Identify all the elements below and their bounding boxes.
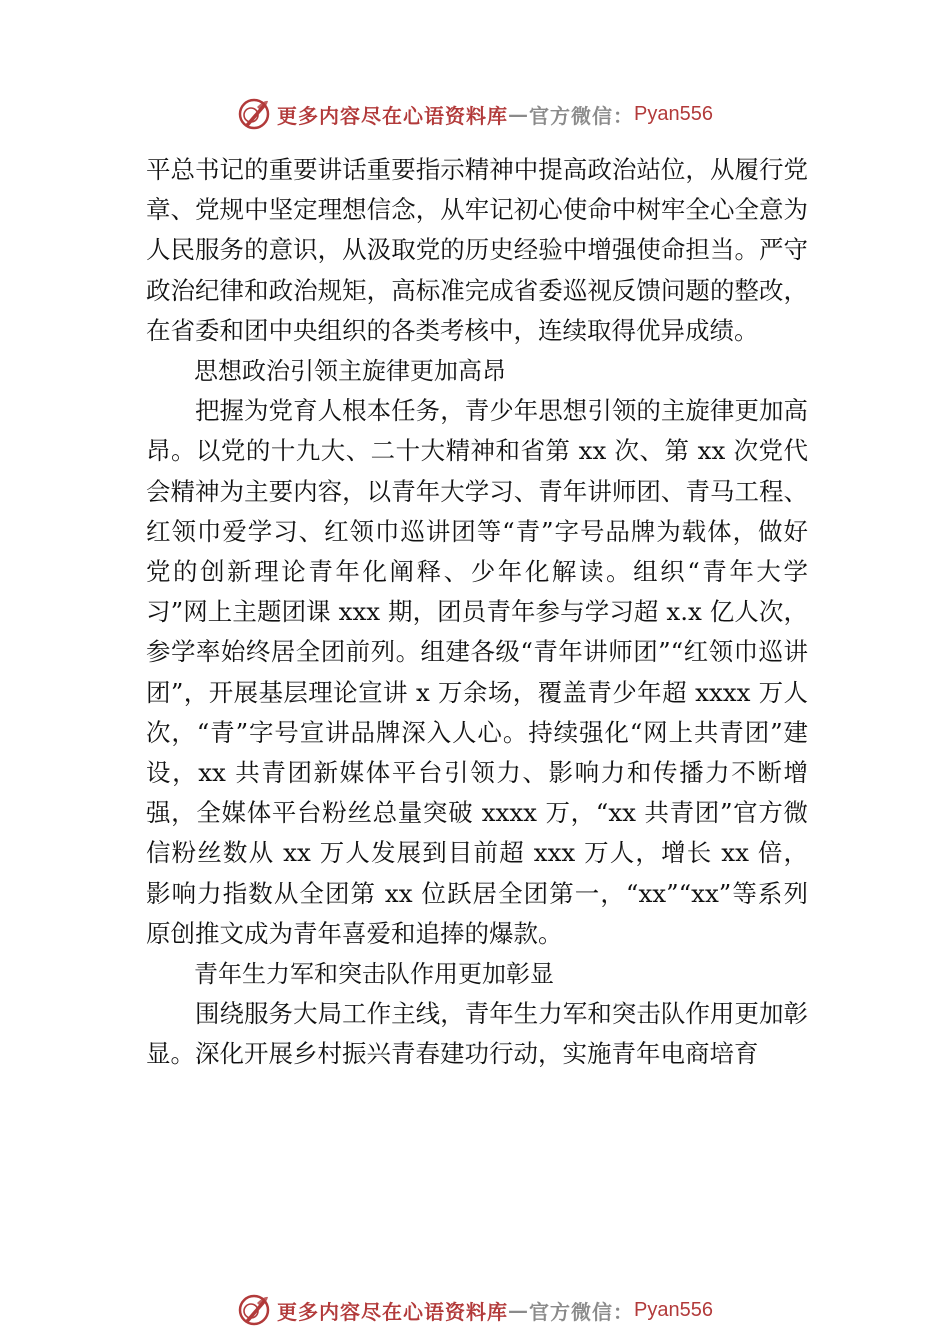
body-paragraph: 把握为党育人根本任务，青少年思想引领的主旋律更加高昂。以党的十九大、二十大精神和省第 xx 次、第 xx 次党代会精神为主要内容，以青年大学习、青年讲师团、青马工程、红领巾爱学习、红领巾巡讲团等“青”字号品牌为载体，做好党的创新理论青年化阐释、少年化解读。组织“青年大学习”网上主题团课 xxx 期，团员青年参与学习超 x.x 亿人次，参学率始终居全团前列。组建各级“青年讲师团”“红领巾巡讲团”，开展基层理论宣讲 x 万余场，覆盖青少年超 xxxx 万人次，“青”字号宣讲品牌深入人心。持续强化“网上共青团”建设，xx 共青团新媒体平台引领力、影响力和传播力不断增强，全媒体平台粉丝总量突破 xxxx 万，“xx 共青团”官方微信粉丝数从 xx 万人发展到目前超 xxx 万人，增长 xx 倍， 影响力指数从全团第 xx 位跃居全团第一，“xx”“xx”等系列原创推文成为青年喜爱和追捧的爆款。 — [146, 396, 808, 948]
body-paragraph: 围绕服务大局工作主线，青年生力军和突击队作用更加彰显。深化开展乡村振兴青春建功行动，实施青年电商培育 — [146, 999, 808, 1069]
body-paragraph: 平总书记的重要讲话重要指示精神中提高政治站位，从履行党章、党规中坚定理想信念，从牢记初心使命中树牢全心全意为人民服务的意识，从汲取党的历史经验中增强使命担当。严守政治纪律和政治规矩，高标准完成省委巡视反馈问题的整改，在省委和团中央组织的各类考核中，连续取得优异成绩。 — [146, 155, 808, 345]
quill-logo-icon — [237, 97, 271, 131]
watermark-main-text: 更多内容尽在心语资料库 — [277, 103, 509, 128]
watermark-main-text: 更多内容尽在心语资料库 — [277, 1299, 509, 1324]
section-heading: 思想政治引领主旋律更加高昂 — [194, 357, 506, 386]
watermark-label: 官方微信： — [529, 1299, 635, 1324]
section-heading: 青年生力军和突击队作用更加彰显 — [194, 960, 554, 989]
watermark-label: 官方微信： — [529, 103, 635, 128]
document-body — [146, 150, 808, 1075]
header-watermark — [0, 94, 950, 134]
quill-logo-icon — [237, 1293, 271, 1327]
watermark-dash: — — [508, 102, 530, 126]
footer-watermark — [0, 1290, 950, 1330]
watermark-account: Pyan556 — [634, 102, 713, 125]
watermark-dash: — — [508, 1298, 530, 1322]
watermark-account: Pyan556 — [634, 1298, 713, 1321]
